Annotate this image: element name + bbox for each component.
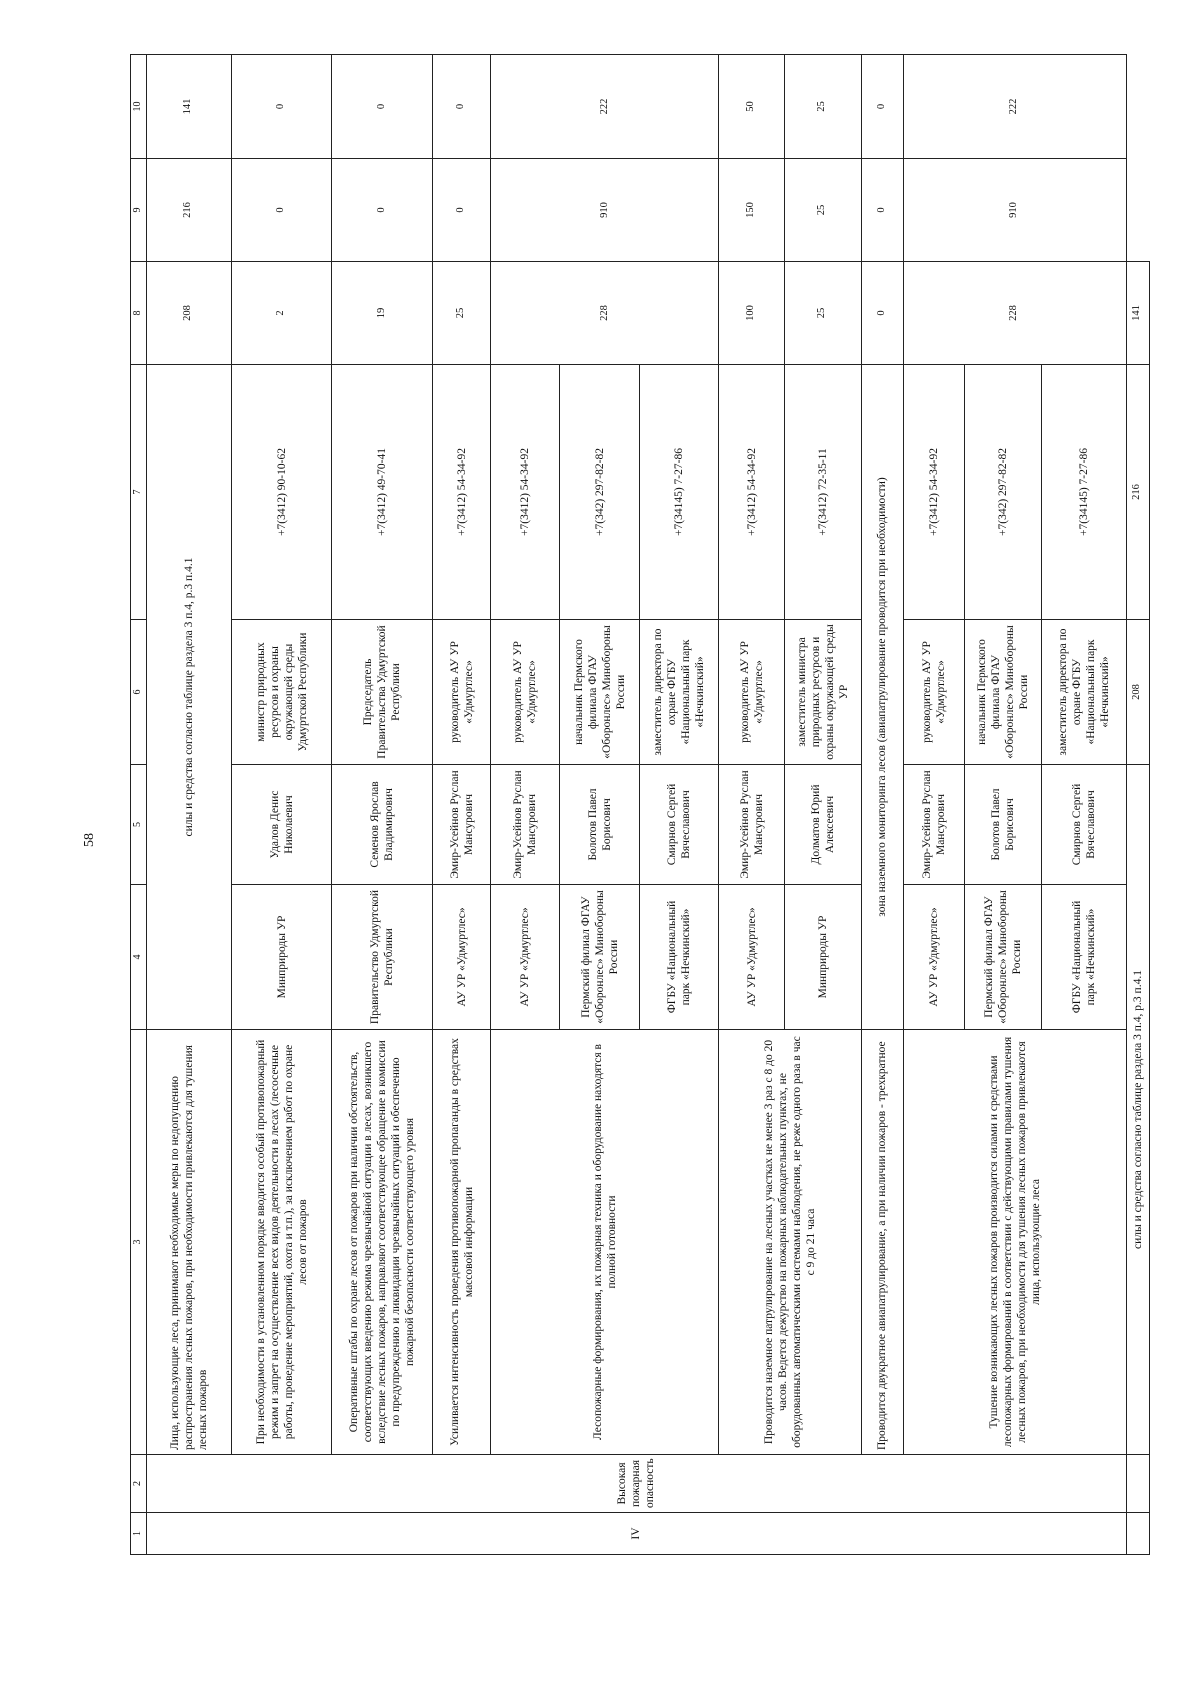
person-cell: Болотов Павел Борисович <box>965 765 1041 885</box>
table-row <box>861 55 903 1555</box>
value-cell: 141 <box>146 55 231 159</box>
org-cell: АУ УР «Удмуртлес» <box>903 885 965 1030</box>
value-cell: 0 <box>433 55 491 159</box>
header-row <box>131 55 147 1555</box>
forces-cell: зона наземного мониторинга лесов (авиапатрулирование проводится при необходимости) <box>861 365 903 1030</box>
measure-cell <box>1126 1513 1149 1555</box>
value-cell: 0 <box>861 159 903 262</box>
forces-cell: силы и средства согласно таблице раздела 3 п.4, р.3 п.4.1 <box>146 365 231 1030</box>
table-row <box>433 55 491 1555</box>
header-cell: 5 <box>131 765 147 885</box>
class-name: Высокая пожарная опасность <box>146 1455 1126 1513</box>
org-cell: Пермский филиал ФГАУ «Оборонлес» Минобороны России <box>965 885 1041 1030</box>
phone-cell: +7(3412) 54-34-92 <box>491 365 560 620</box>
measure-cell: Проводится двукратное авиапатрулирование, а при наличии пожаров - трехкратное <box>861 1030 903 1455</box>
header-cell: 1 <box>131 1513 147 1555</box>
person-cell: Долматов Юрий Алексеевич <box>785 765 861 885</box>
position-cell: начальник Пермского филиала ФГАУ «Оборонлес» Минобороны России <box>560 620 640 765</box>
org-cell: ФГБУ «Национальный парк «Нечкинский» <box>639 885 719 1030</box>
phone-cell: +7(3412) 54-34-92 <box>903 365 965 620</box>
org-cell: Правительство Удмуртской Республики <box>332 885 433 1030</box>
header-cell: 8 <box>131 262 147 365</box>
header-cell: 9 <box>131 159 147 262</box>
table-row <box>719 55 785 1555</box>
phone-cell: +7(34145) 7-27-86 <box>1041 365 1126 620</box>
value-cell: 0 <box>231 55 332 159</box>
header-cell: 7 <box>131 365 147 620</box>
rotated-page <box>130 55 1150 1555</box>
person-cell: Эмир-Усейнов Руслан Мансурович <box>433 765 491 885</box>
value-cell: 100 <box>719 262 785 365</box>
phone-cell: +7(3412) 54-34-92 <box>719 365 785 620</box>
position-cell: руководитель АУ УР «Удмуртлес» <box>719 620 785 765</box>
table-row <box>231 55 332 1555</box>
value-cell: 25 <box>433 262 491 365</box>
value-cell: 228 <box>903 262 1126 365</box>
page-number: 58 <box>82 833 97 847</box>
measure-cell: При необходимости в установленном порядке вводится особый противопожарный режим и запрет на осуществление всех видов деятельности в лесах (лесосечные работы, проведение мероприятий, охота и т.п.), за исключением работ по охране лесов от пожаров <box>231 1030 332 1455</box>
position-cell: заместитель директора по охране ФГБУ «Национальный парк «Нечкинский» <box>1041 620 1126 765</box>
measure-cell: Проводится наземное патрулирование на лесных участках не менее 3 раз с 8 до 20 часов. Ведется дежурство на пожарных наблюдательных пунктах, не оборудованных автоматическими системами наблюдения, не реже одного раза в час с 9 до 21 часа <box>719 1030 861 1455</box>
person-cell: Эмир-Усейнов Руслан Мансурович <box>719 765 785 885</box>
value-cell: 19 <box>332 262 433 365</box>
value-cell: 141 <box>1126 262 1149 365</box>
value-cell: 216 <box>146 159 231 262</box>
table-row <box>491 55 560 1555</box>
org-cell <box>1126 1455 1149 1513</box>
header-cell: 10 <box>131 55 147 159</box>
value-cell: 0 <box>433 159 491 262</box>
person-cell: Смирнов Сергей Вячеславович <box>1041 765 1126 885</box>
org-cell: Пермский филиал ФГАУ «Оборонлес» Минобороны России <box>560 885 640 1030</box>
table-row <box>903 55 965 1555</box>
phone-cell: +7(342) 297-82-82 <box>965 365 1041 620</box>
value-cell: 25 <box>785 262 861 365</box>
value-cell: 25 <box>785 55 861 159</box>
person-cell: Эмир-Усейнов Руслан Мансурович <box>903 765 965 885</box>
value-cell: 0 <box>231 159 332 262</box>
position-cell: заместитель директора по охране ФГБУ «Национальный парк «Нечкинский» <box>639 620 719 765</box>
measure-cell: Усиливается интенсивность проведения противопожарной пропаганды в средствах массовой информации <box>433 1030 491 1455</box>
value-cell: 910 <box>491 159 719 262</box>
position-cell: руководитель АУ УР «Удмуртлес» <box>903 620 965 765</box>
position-cell: министр природных ресурсов и охраны окружающей среды Удмуртской Республики <box>231 620 332 765</box>
org-cell: АУ УР «Удмуртлес» <box>433 885 491 1030</box>
position-cell: начальник Пермского филиала ФГАУ «Оборонлес» Минобороны России <box>965 620 1041 765</box>
phone-cell: +7(34145) 7-27-86 <box>639 365 719 620</box>
header-cell: 3 <box>131 1030 147 1455</box>
org-cell: АУ УР «Удмуртлес» <box>719 885 785 1030</box>
person-cell: Семенов Ярослав Владимирович <box>332 765 433 885</box>
position-cell: руководитель АУ УР «Удмуртлес» <box>433 620 491 765</box>
header-cell: 6 <box>131 620 147 765</box>
value-cell: 150 <box>719 159 785 262</box>
value-cell: 0 <box>861 55 903 159</box>
position-cell: Председатель Правительства Удмуртской Республики <box>332 620 433 765</box>
phone-cell: +7(3412) 72-35-11 <box>785 365 861 620</box>
value-cell: 216 <box>1126 365 1149 620</box>
person-cell: Смирнов Сергей Вячеславович <box>639 765 719 885</box>
header-cell: 2 <box>131 1455 147 1513</box>
class-number: IV <box>146 1513 1126 1555</box>
value-cell: 0 <box>861 262 903 365</box>
table-row <box>332 55 433 1555</box>
value-cell: 25 <box>785 159 861 262</box>
value-cell: 0 <box>332 55 433 159</box>
org-cell: АУ УР «Удмуртлес» <box>491 885 560 1030</box>
phone-cell: +7(3412) 54-34-92 <box>433 365 491 620</box>
phone-cell: +7(3412) 49-70-41 <box>332 365 433 620</box>
position-cell: заместитель министра природных ресурсов и охраны окружающей среды УР <box>785 620 861 765</box>
value-cell: 228 <box>491 262 719 365</box>
value-cell: 50 <box>719 55 785 159</box>
table-row <box>146 55 231 1555</box>
forces-cell: силы и средства согласно таблице раздела 3 п.4, р.3 п.4.1 <box>1126 765 1149 1455</box>
value-cell: 222 <box>903 55 1126 159</box>
org-cell: Минприроды УР <box>231 885 332 1030</box>
value-cell: 222 <box>491 55 719 159</box>
measure-cell: Лица, использующие леса, принимают необходимые меры по недопущению распространения лесных пожаров, при необходимости привлекаются для тушения лесных пожаров <box>146 1030 231 1455</box>
phone-cell: +7(342) 297-82-82 <box>560 365 640 620</box>
person-cell: Болотов Павел Борисович <box>560 765 640 885</box>
org-cell: Минприроды УР <box>785 885 861 1030</box>
org-cell: ФГБУ «Национальный парк «Нечкинский» <box>1041 885 1126 1030</box>
value-cell: 0 <box>332 159 433 262</box>
measure-cell: Тушение возникающих лесных пожаров производится силами и средствами лесопожарных формирований в соответствии с действующими правилами тушения лесных пожаров, при необходимости для тушения лесных пожаров привлекаются лица, использующие леса <box>903 1030 1126 1455</box>
value-cell: 208 <box>1126 620 1149 765</box>
measure-cell: Оперативные штабы по охране лесов от пожаров при наличии обстоятельств, соответствующих введению режима чрезвычайной ситуации в лесах, возникшего вследствие лесных пожаров, направляют соответствующее обращение в комиссии по предупреждению и ликвидации чрезвычайных ситуаций и обеспечению пожарной безопасности соответствующего уровня <box>332 1030 433 1455</box>
value-cell: 2 <box>231 262 332 365</box>
person-cell: Удалов Денис Николаевич <box>231 765 332 885</box>
value-cell: 910 <box>903 159 1126 262</box>
phone-cell: +7(3412) 90-10-62 <box>231 365 332 620</box>
table-row <box>1126 55 1149 1555</box>
position-cell: руководитель АУ УР «Удмуртлес» <box>491 620 560 765</box>
value-cell: 208 <box>146 262 231 365</box>
fire-danger-measures-table <box>130 54 1150 1555</box>
header-cell: 4 <box>131 885 147 1030</box>
measure-cell: Лесопожарные формирования, их пожарная техника и оборудование находятся в полной готовности <box>491 1030 719 1455</box>
person-cell: Эмир-Усейнов Руслан Мансурович <box>491 765 560 885</box>
